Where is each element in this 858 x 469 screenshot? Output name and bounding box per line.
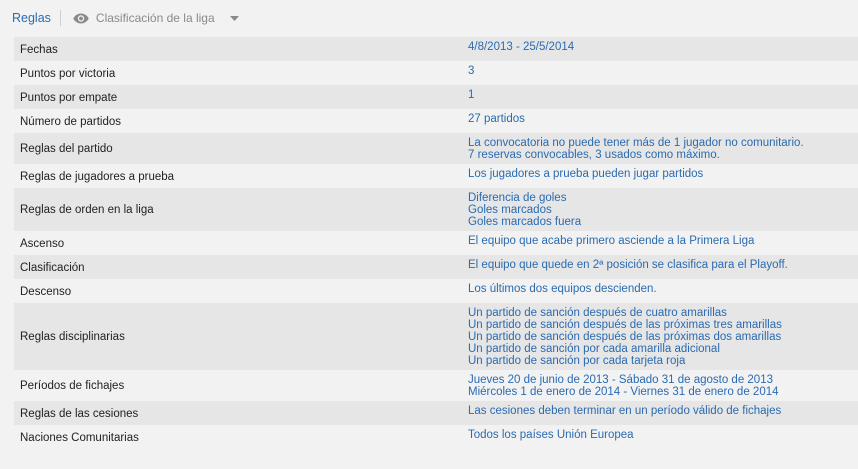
tab-clasificacion-label: Clasificación de la liga (95, 11, 215, 25)
rule-value-line: El equipo que quede en 2ª posición se clasifica para el Playoff. (468, 259, 788, 271)
rule-value-line: 27 partidos (468, 113, 525, 125)
rule-value (468, 65, 858, 82)
rule-label: Reglas de orden en la liga (20, 204, 154, 216)
rule-value-line: 4/8/2013 - 25/5/2014 (468, 41, 575, 53)
table-row (14, 303, 858, 370)
rule-label: Clasificación (20, 261, 85, 274)
rule-value-line: Miércoles 1 de enero de 2014 - Viernes 31 de enero de 2014 (468, 386, 779, 398)
rule-value (468, 429, 858, 446)
rule-value-line: Goles marcados (468, 204, 552, 216)
rule-value-line: Los jugadores a prueba pueden jugar partidos (468, 168, 704, 180)
eye-icon (73, 13, 89, 24)
rule-label: Puntos por empate (20, 91, 118, 104)
rule-value-line: Un partido de sanción después de cuatro amarillas (468, 307, 727, 319)
tab-reglas[interactable]: Reglas (12, 11, 51, 25)
table-row (14, 425, 858, 449)
table-row (14, 231, 858, 255)
table-row (14, 37, 858, 61)
rule-value-line: El equipo que acabe primero asciende a la Primera Liga (468, 235, 755, 247)
rule-value-line: Un partido de sanción por cada amarilla adicional (468, 343, 720, 355)
rule-value-line: Todos los países Unión Europea (468, 429, 634, 441)
table-row (14, 133, 858, 164)
rule-value (468, 168, 858, 185)
rule-value (468, 235, 858, 252)
rule-value (468, 259, 858, 276)
table-row (14, 188, 858, 231)
rule-label: Descenso (20, 285, 72, 298)
rule-value-line: 1 (468, 89, 475, 101)
rule-value-line: Jueves 20 de junio de 2013 - Sábado 31 de agosto de 2013 (468, 374, 773, 386)
rule-label: Fechas (20, 43, 58, 56)
rule-value-line: Los últimos dos equipos descienden. (468, 283, 657, 295)
table-row (14, 85, 858, 109)
rule-value-line: Diferencia de goles (468, 192, 567, 204)
rule-value-line: 3 (468, 65, 475, 77)
table-row (14, 279, 858, 303)
tab-clasificacion[interactable] (73, 11, 239, 25)
rule-value-line: Goles marcados fuera (468, 216, 582, 228)
rule-label: Reglas disciplinarias (20, 331, 125, 343)
rule-value (468, 192, 858, 228)
tab-divider (60, 10, 61, 26)
rule-value-line: Las cesiones deben terminar en un período válido de fichajes (468, 405, 782, 417)
table-row (14, 61, 858, 85)
table-row (14, 109, 858, 133)
rule-value (468, 113, 858, 130)
rule-label: Reglas del partido (20, 143, 113, 155)
rule-label: Número de partidos (20, 115, 121, 128)
rule-value (468, 89, 858, 106)
rule-value (468, 307, 858, 367)
table-row (14, 370, 858, 401)
rule-label: Reglas de las cesiones (20, 407, 139, 420)
rule-label: Puntos por victoria (20, 67, 116, 80)
rule-value-line: Un partido de sanción después de las próximas tres amarillas (468, 319, 782, 331)
rule-value-line: La convocatoria no puede tener más de 1 jugador no comunitario. (468, 137, 804, 149)
rule-label: Períodos de fichajes (20, 380, 125, 392)
rule-value (468, 283, 858, 300)
rule-label: Naciones Comunitarias (20, 431, 139, 444)
rules-table (14, 37, 858, 449)
rule-value (468, 41, 858, 58)
rule-value (468, 374, 858, 398)
table-row (14, 164, 858, 188)
rule-value-line: 7 reservas convocables, 3 usados como máximo. (468, 149, 720, 161)
rule-label: Reglas de jugadores a prueba (20, 170, 175, 183)
rule-value-line: Un partido de sanción después de las próximas dos amarillas (468, 331, 782, 343)
rule-value-line: Un partido de sanción por cada tarjeta roja (468, 355, 686, 367)
chevron-down-icon[interactable] (230, 16, 239, 21)
table-row (14, 255, 858, 279)
tab-bar (0, 0, 858, 36)
table-row (14, 401, 858, 425)
rule-value (468, 137, 858, 161)
rule-label: Ascenso (20, 237, 65, 250)
rule-value (468, 405, 858, 422)
